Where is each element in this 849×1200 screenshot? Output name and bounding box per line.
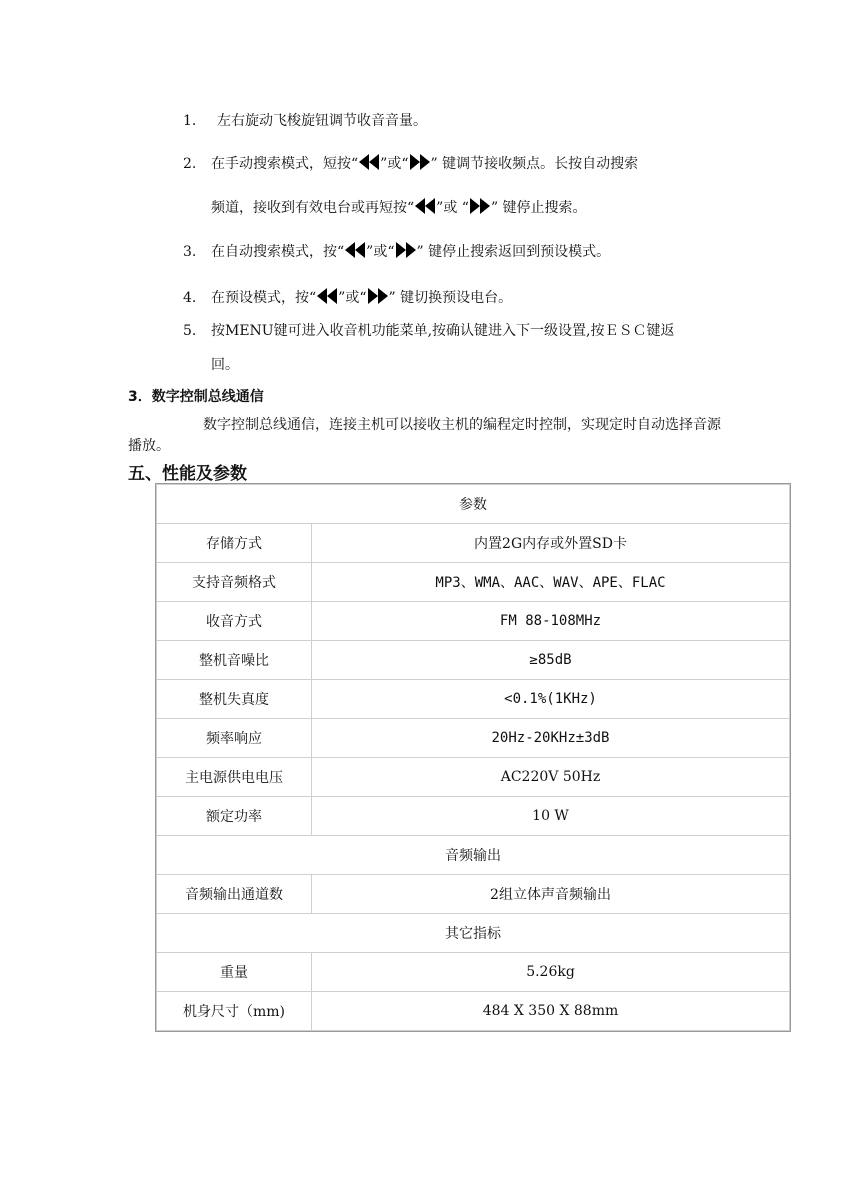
list-item-5-cont [211, 355, 239, 375]
spec-value: ≥85dB [312, 641, 790, 680]
table-row [157, 641, 790, 680]
table-row [157, 875, 790, 914]
spec-value: 484 X 350 X 88mm [312, 992, 790, 1031]
rewind-icon [344, 241, 366, 259]
table-header-row [157, 836, 790, 875]
table-row [157, 953, 790, 992]
spec-label: 重量 [157, 953, 312, 992]
list-number: 4. [183, 290, 197, 306]
spec-value: <0.1%(1KHz) [312, 680, 790, 719]
spec-label: 额定功率 [157, 797, 312, 836]
list-text: ” 键停止搜索。 [490, 200, 587, 216]
list-text: 在预设模式，按“ [211, 290, 317, 306]
spec-label: 收音方式 [157, 602, 312, 641]
fast-forward-icon [469, 197, 491, 215]
section-heading: 3．数字控制总线通信 [128, 389, 264, 405]
list-item-2 [183, 153, 638, 174]
list-text: 频道，接收到有效电台或再短按“ [211, 200, 415, 216]
list-text: 按MENU键可进入收音机功能菜单,按确认键进入下一级设置,按ＥＳＣ键返 [211, 323, 675, 339]
fast-forward-icon [409, 153, 431, 171]
spec-value: MP3、WMA、AAC、WAV、APE、FLAC [312, 563, 790, 602]
spec-label: 机身尺寸（mm) [157, 992, 312, 1031]
list-text: ”或“ [366, 244, 395, 260]
spec-label: 支持音频格式 [157, 563, 312, 602]
table-row [157, 797, 790, 836]
list-text: 左右旋动飞梭旋钮调节收音音量。 [217, 113, 427, 129]
spec-value: FM 88-108MHz [312, 602, 790, 641]
list-text: ”或 “ [436, 200, 469, 216]
list-item-5 [183, 321, 675, 341]
spec-label: 整机失真度 [157, 680, 312, 719]
table-header-other: 其它指标 [157, 914, 790, 953]
spec-label: 主电源供电电压 [157, 758, 312, 797]
table-row [157, 524, 790, 563]
rewind-icon [358, 153, 380, 171]
list-item-3 [183, 241, 610, 262]
rewind-icon [316, 287, 338, 305]
list-item-2-cont [211, 197, 587, 218]
table-header-params: 参数 [157, 485, 790, 524]
section-paragraph: 数字控制总线通信，连接主机可以接收主机的编程定时控制，实现定时自动选择音源播放。 [128, 417, 721, 454]
table-row [157, 680, 790, 719]
spec-value: 内置2G内存或外置SD卡 [312, 524, 790, 563]
list-number: 2. [183, 156, 197, 172]
table-row [157, 719, 790, 758]
table-header-row [157, 485, 790, 524]
spec-value: 2组立体声音频输出 [312, 875, 790, 914]
spec-value: AC220V 50Hz [312, 758, 790, 797]
spec-value: 20Hz-20KHz±3dB [312, 719, 790, 758]
list-number: 5. [183, 323, 197, 339]
fast-forward-icon [395, 241, 417, 259]
fast-forward-icon [367, 287, 389, 305]
table-row [157, 758, 790, 797]
list-text: ” 键停止搜索返回到预设模式。 [416, 244, 611, 260]
section-title: 五、性能及参数 [128, 464, 247, 484]
list-text: ”或“ [338, 290, 367, 306]
list-text: 在手动搜索模式，短按“ [211, 156, 359, 172]
spec-label: 频率响应 [157, 719, 312, 758]
table-row [157, 602, 790, 641]
list-number: 3. [183, 244, 197, 260]
spec-label: 音频输出通道数 [157, 875, 312, 914]
spec-value: 10 W [312, 797, 790, 836]
list-text: 回。 [211, 357, 239, 373]
rewind-icon [414, 197, 436, 215]
table-row [157, 992, 790, 1031]
spec-table [156, 484, 790, 1031]
spec-value: 5.26kg [312, 953, 790, 992]
list-item-4 [183, 287, 512, 308]
table-header-audio: 音频输出 [157, 836, 790, 875]
table-row [157, 563, 790, 602]
list-text: 在自动搜索模式，按“ [211, 244, 345, 260]
spec-label: 整机音噪比 [157, 641, 312, 680]
table-header-row [157, 914, 790, 953]
list-item-1 [183, 111, 427, 131]
list-number: 1. [183, 113, 197, 129]
spec-label: 存储方式 [157, 524, 312, 563]
list-text: ” 键调节接收频点。长按自动搜索 [430, 156, 639, 172]
list-text: ”或“ [380, 156, 409, 172]
list-text: ” 键切换预设电台。 [388, 290, 513, 306]
